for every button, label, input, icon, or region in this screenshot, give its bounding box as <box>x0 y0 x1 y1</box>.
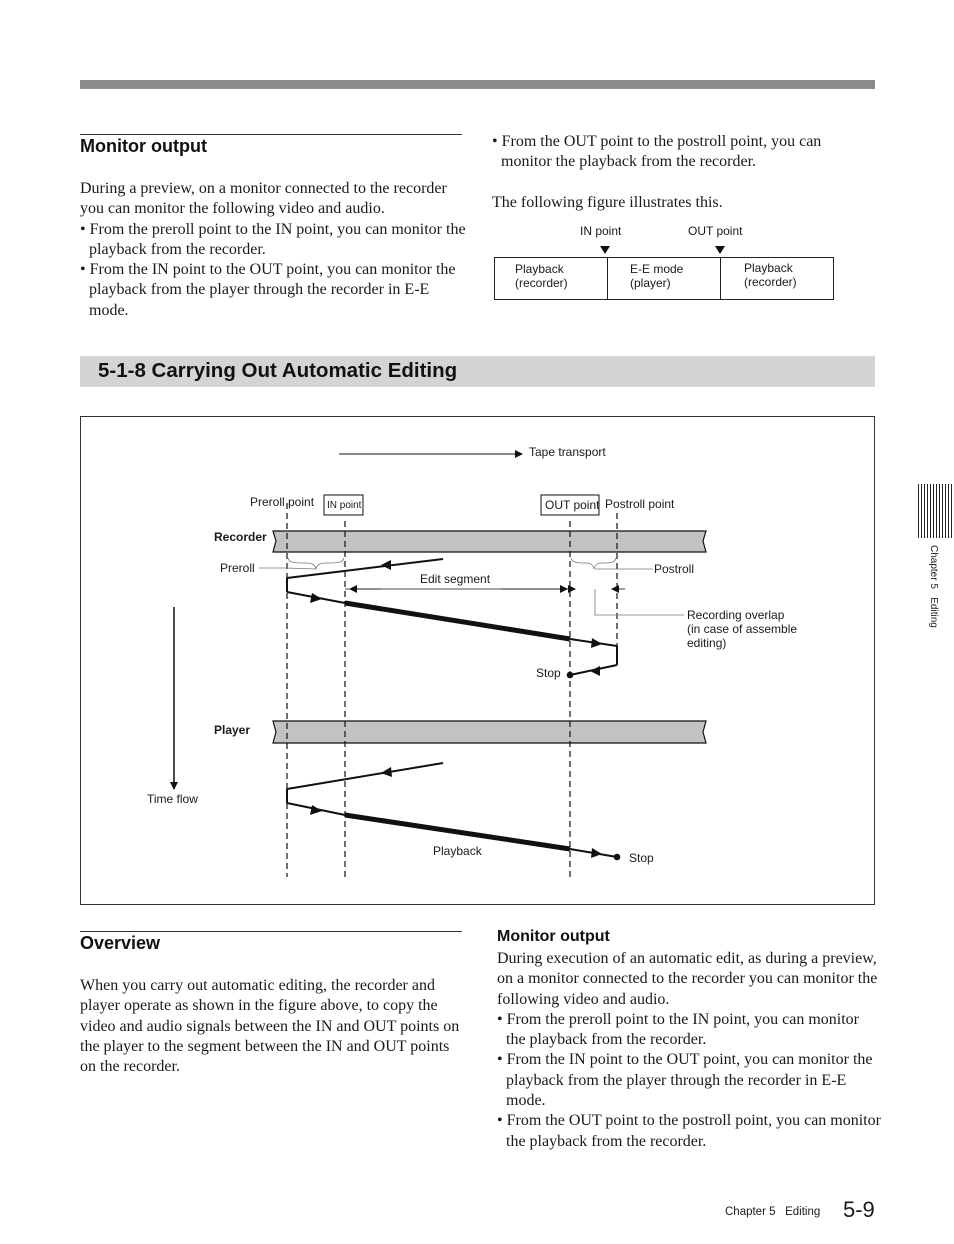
paragraph: During a preview, on a monitor connected to the recorder you can monitor the following video and audio. <box>80 180 447 218</box>
bullet-item: • From the preroll point to the IN point, you can monitor the playback from the recorder. <box>80 220 466 261</box>
diagram-svg <box>81 417 876 906</box>
box-line: Playback <box>515 262 564 276</box>
box-line: (player) <box>630 276 671 290</box>
out-point-marker <box>715 246 725 254</box>
recorder-label: Recorder <box>214 530 267 544</box>
recorder-stop-label: Stop <box>536 666 561 680</box>
section-rule <box>80 134 462 135</box>
chapter-side-tab <box>918 484 954 538</box>
in-point-label: IN point <box>327 500 362 511</box>
overlap-leader <box>595 589 684 615</box>
postroll-brace <box>571 558 616 569</box>
recording-overlap-line-3: editing) <box>687 636 727 650</box>
monitor-output-text-continued <box>492 132 857 173</box>
preroll-brace <box>288 558 344 569</box>
figure-box-playback-recorder <box>494 257 608 300</box>
player-label: Player <box>214 723 251 737</box>
player-rewind-arrow <box>381 767 392 777</box>
in-point-label: IN point <box>580 224 622 238</box>
time-flow-label: Time flow <box>147 792 198 806</box>
player-stop-dot <box>614 854 620 860</box>
automatic-edit-monitor-text <box>497 949 881 1152</box>
recorder-return-arrow <box>590 666 600 676</box>
player-play-arrow <box>310 805 322 815</box>
top-rule <box>80 80 875 89</box>
recording-overlap-line-1: Recording overlap <box>687 608 785 622</box>
tape-transport-label: Tape transport <box>529 445 606 459</box>
bullet-item: • From the preroll point to the IN point, you can monitor the playback from the recorder. <box>497 1010 881 1051</box>
page-number: 5-9 <box>843 1197 875 1222</box>
edit-segment-label: Edit segment <box>420 572 491 586</box>
preroll-point-label: Preroll point <box>250 495 315 509</box>
bullet-item: • From the OUT point to the postroll point, you can monitor the playback from the recorder. <box>492 132 857 173</box>
box-line: Playback <box>744 261 793 275</box>
box-line: E-E mode <box>630 262 684 276</box>
recorder-stop-dot <box>567 672 573 678</box>
postroll-point-label: Postroll point <box>605 497 675 511</box>
bullet-item: • From the OUT point to the postroll point, you can monitor the playback from the recorder. <box>497 1111 881 1152</box>
playback-label: Playback <box>433 844 482 858</box>
footer-chapter-label: Chapter 5 Editing <box>725 1206 821 1218</box>
player-rewind-line <box>287 763 443 789</box>
section-heading-overview: Overview <box>80 933 161 953</box>
chapter-title: 5-1-8 Carrying Out Automatic Editing <box>98 359 458 382</box>
figure-caption: The following figure illustrates this. <box>492 194 723 211</box>
recording-overlap-line-2: (in case of assemble <box>687 622 798 636</box>
player-postroll-arrow <box>591 848 602 858</box>
paragraph: During execution of an automatic edit, as during a preview, on a monitor connected to the recorder you can monitor the following video and audio. <box>497 950 878 1008</box>
figure-box-playback-recorder-2 <box>720 257 834 300</box>
bullet-item: • From the IN point to the OUT point, you can monitor the playback from the player through the recorder in E-E mode. <box>80 260 466 321</box>
recorder-tape <box>273 531 706 552</box>
out-point-label: OUT point <box>545 498 600 512</box>
point-guides <box>287 503 617 877</box>
section-heading-monitor-output: Monitor output <box>80 136 207 156</box>
box-line: (recorder) <box>515 276 568 290</box>
in-point-marker <box>600 246 610 254</box>
overview-text: When you carry out automatic editing, the recorder and player operate as shown in the figure above, to copy the video and audio signals between the IN and OUT points on the player to the segment between the IN and OUT points on the recorder. <box>80 977 460 1076</box>
side-tab-text: Chapter 5 Editing <box>928 545 939 628</box>
figure-box-ee-mode <box>607 257 721 300</box>
section-rule <box>80 931 462 932</box>
recorder-rewind-arrow <box>381 560 391 570</box>
chapter-title-bar <box>80 356 875 387</box>
point-markers <box>598 244 728 256</box>
recorder-edit-segment <box>345 603 570 639</box>
recorder-play-arrow <box>310 593 322 603</box>
automatic-editing-diagram <box>80 416 875 905</box>
out-point-label: OUT point <box>688 224 743 238</box>
subheading-monitor-output: Monitor output <box>497 928 610 945</box>
preroll-label: Preroll <box>220 561 255 575</box>
player-stop-label: Stop <box>629 851 654 865</box>
box-line: (recorder) <box>744 275 797 289</box>
player-tape <box>273 721 706 743</box>
monitor-output-text <box>80 179 466 321</box>
bullet-item: • From the IN point to the OUT point, you can monitor the playback from the player through the recorder in E-E mode. <box>497 1050 881 1111</box>
postroll-label: Postroll <box>654 562 695 576</box>
